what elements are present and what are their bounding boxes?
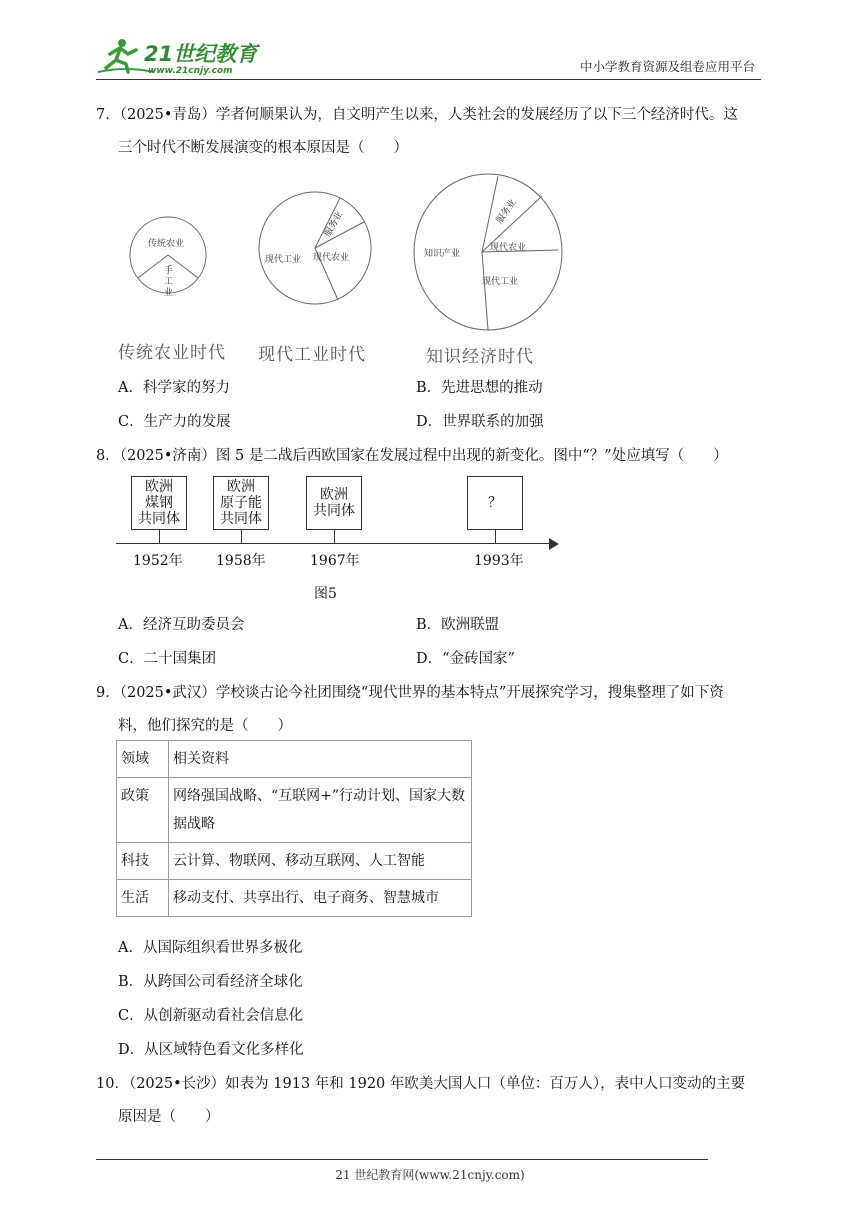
q9-stem-line1: 9．（2025•武汉）学校谈古论今社团围绕“现代世界的基本特点”开展探究学习，搜集整理了如下资 — [96, 685, 724, 701]
timeline-box-1967: 欧洲 共同体 — [306, 476, 362, 530]
q10-stem-line1: 10．（2025•长沙）如表为 1913 年和 1920 年欧美大国人口（单位：百万人），表中人口变动的主要 — [96, 1076, 746, 1092]
pie1-slice-label: 手 — [164, 266, 174, 276]
table-cell: 生活 — [117, 880, 169, 917]
q8-option-b[interactable]: B．欧洲联盟 — [416, 617, 500, 633]
pie-modern-industry — [259, 192, 371, 304]
timeline-year: 1967年 — [310, 553, 360, 569]
q7-option-a[interactable]: A．科学家的努力 — [118, 380, 230, 396]
timeline-year: 1993年 — [474, 553, 524, 569]
q9-option-a[interactable]: A．从国际组织看世界多极化 — [118, 940, 303, 956]
q7-option-c[interactable]: C．生产力的发展 — [118, 414, 231, 430]
q10-stem-line2: 原因是（ ） — [118, 1109, 220, 1125]
pie1-slice-label: 工 — [164, 277, 174, 287]
q7-stem-line1: 7．（2025•青岛）学者何顺果认为，自文明产生以来，人类社会的发展经历了以下三个经济时代。这 — [96, 107, 738, 123]
svg-text:www.21cnjy.com: www.21cnjy.com — [148, 66, 233, 76]
q7-option-d[interactable]: D．世界联系的加强 — [416, 414, 544, 430]
table-row — [117, 880, 472, 917]
timeline-box-1952: 欧洲 煤钢 共同体 — [131, 476, 187, 530]
pie3-slice-label: 现代工业 — [482, 277, 519, 287]
platform-name: 中小学教育资源及组卷应用平台 — [579, 59, 755, 74]
timeline-axis — [116, 543, 552, 544]
pie1-slice-label: 业 — [164, 288, 174, 298]
pie-traditional-agriculture — [130, 217, 206, 298]
footer-divider — [96, 1159, 708, 1160]
table-cell: 政策 — [117, 778, 169, 843]
pie3-slice-label: 现代农业 — [490, 243, 527, 253]
era-label-2: 现代工业时代 — [258, 345, 366, 365]
table-cell: 云计算、物联网、移动互联网、人工智能 — [169, 843, 472, 880]
timeline-arrow-icon — [549, 538, 559, 550]
q9-option-d[interactable]: D．从区域特色看文化多样化 — [118, 1042, 304, 1058]
q9-option-c[interactable]: C．从创新驱动看社会信息化 — [118, 1008, 304, 1024]
table-header-cell: 相关资料 — [169, 741, 472, 778]
q9-option-b[interactable]: B．从跨国公司看经济全球化 — [118, 974, 303, 990]
page-header — [96, 32, 761, 80]
pie3-slice-label: 服务业 — [494, 197, 519, 226]
table-cell: 科技 — [117, 843, 169, 880]
timeline-box-1993: ？ — [467, 476, 523, 530]
table-header-row — [117, 741, 472, 778]
figure-caption: 图5 — [314, 586, 337, 602]
pie2-slice-label: 现代工业 — [265, 255, 302, 265]
table-cell: 移动支付、共享出行、电子商务、智慧城市 — [169, 880, 472, 917]
timeline-year: 1952年 — [133, 553, 183, 569]
pie1-slice-label: 传统农业 — [148, 239, 185, 249]
q7-option-b[interactable]: B．先进思想的推动 — [416, 380, 543, 396]
pie3-slice-label: 知识产业 — [424, 249, 461, 259]
era-label-3: 知识经济时代 — [426, 347, 534, 367]
pie-knowledge-economy — [414, 174, 562, 330]
footer-text[interactable]: 21 世纪教育网(www.21cnjy.com) — [335, 1168, 525, 1182]
q7-stem-line2: 三个时代不断发展演变的根本原因是（ ） — [118, 140, 408, 156]
era-label-1: 传统农业时代 — [118, 343, 226, 363]
q8-option-d[interactable]: D．“金砖国家” — [416, 651, 515, 667]
timeline-year: 1958年 — [216, 553, 266, 569]
runner-logo-icon — [96, 36, 266, 76]
q9-data-table — [116, 740, 472, 917]
svg-text:21世纪教育: 21世纪教育 — [144, 42, 258, 66]
table-cell: 网络强国战略、“互联网+”行动计划、国家大数据战略 — [169, 778, 472, 843]
timeline-box-1958: 欧洲 原子能 共同体 — [213, 476, 269, 530]
pie2-slice-label: 现代农业 — [313, 253, 350, 263]
q8-option-c[interactable]: C．二十国集团 — [118, 651, 217, 667]
pie2-slice-label: 服务业 — [323, 210, 346, 239]
table-header-cell: 领域 — [117, 741, 169, 778]
q8-stem-line1: 8．（2025•济南）图 5 是二战后西欧国家在发展过程中出现的新变化。图中“？”处应填写（ ） — [96, 448, 728, 464]
q9-stem-line2: 料，他们探究的是（ ） — [118, 718, 292, 734]
table-row — [117, 778, 472, 843]
q7-pie-charts — [110, 170, 570, 360]
table-row — [117, 843, 472, 880]
site-logo — [96, 36, 266, 76]
q8-option-a[interactable]: A．经济互助委员会 — [118, 617, 245, 633]
